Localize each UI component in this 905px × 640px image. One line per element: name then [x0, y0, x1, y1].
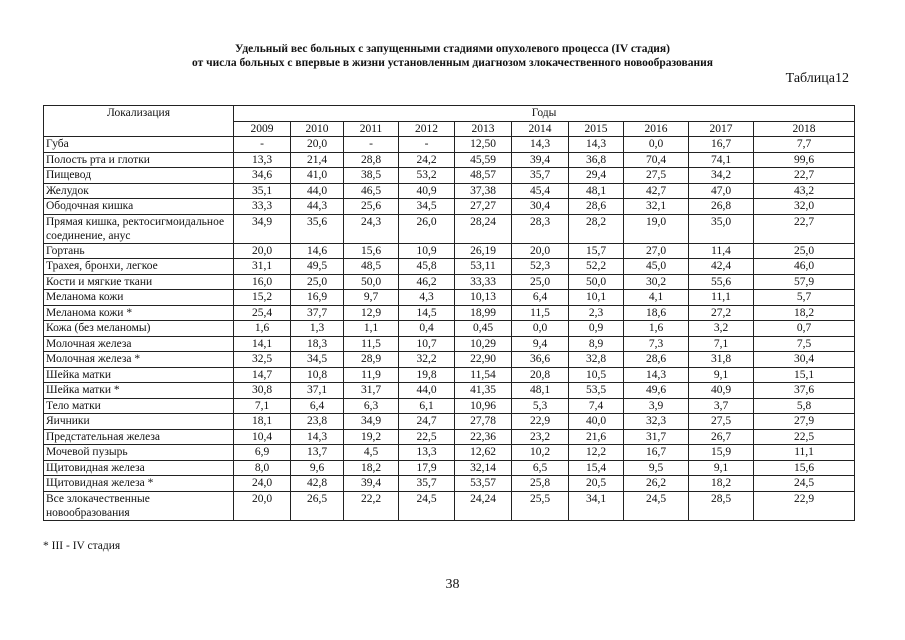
value-cell: 7,1 — [689, 336, 754, 352]
value-cell: 13,7 — [291, 445, 344, 461]
year-header: 2010 — [291, 121, 344, 137]
value-cell: 24,5 — [754, 476, 855, 492]
value-cell: 10,96 — [455, 398, 512, 414]
value-cell: 39,4 — [512, 152, 569, 168]
value-cell: 42,4 — [689, 259, 754, 275]
table-row — [44, 476, 855, 492]
localization-cell: Шейка матки — [44, 367, 234, 383]
value-cell: 14,1 — [234, 336, 291, 352]
value-cell: 32,1 — [624, 199, 689, 215]
value-cell: 25,8 — [512, 476, 569, 492]
table-row — [44, 367, 855, 383]
value-cell: 28,9 — [344, 352, 399, 368]
value-cell: 24,7 — [399, 414, 455, 430]
value-cell: 52,3 — [512, 259, 569, 275]
value-cell: 34,9 — [344, 414, 399, 430]
stage-iv-share-table — [43, 105, 855, 521]
value-cell: 28,3 — [512, 214, 569, 243]
value-cell: 24,3 — [344, 214, 399, 243]
table-row — [44, 199, 855, 215]
value-cell: 25,0 — [512, 274, 569, 290]
value-cell: 21,6 — [569, 429, 624, 445]
localization-cell: Меланома кожи — [44, 290, 234, 306]
table-row — [44, 168, 855, 184]
localization-cell: Трахея, бронхи, легкое — [44, 259, 234, 275]
value-cell: 28,6 — [624, 352, 689, 368]
value-cell: 30,4 — [754, 352, 855, 368]
value-cell: 25,5 — [512, 491, 569, 520]
value-cell: 35,7 — [399, 476, 455, 492]
table-row — [44, 243, 855, 259]
value-cell: 15,7 — [569, 243, 624, 259]
value-cell: 26,8 — [689, 199, 754, 215]
value-cell: 46,2 — [399, 274, 455, 290]
value-cell: 7,5 — [754, 336, 855, 352]
table-row — [44, 290, 855, 306]
value-cell: 34,5 — [399, 199, 455, 215]
value-cell: 10,13 — [455, 290, 512, 306]
value-cell: 7,1 — [234, 398, 291, 414]
value-cell: 11,1 — [754, 445, 855, 461]
value-cell: 7,7 — [754, 137, 855, 153]
header-years: Годы — [234, 106, 855, 122]
value-cell: 22,36 — [455, 429, 512, 445]
value-cell: 45,0 — [624, 259, 689, 275]
value-cell: 32,0 — [754, 199, 855, 215]
value-cell: 34,2 — [689, 168, 754, 184]
value-cell: 5,7 — [754, 290, 855, 306]
value-cell: 50,0 — [569, 274, 624, 290]
value-cell: 22,9 — [754, 491, 855, 520]
value-cell: 31,7 — [624, 429, 689, 445]
value-cell: 9,6 — [291, 460, 344, 476]
value-cell: 34,1 — [569, 491, 624, 520]
value-cell: 42,7 — [624, 183, 689, 199]
year-header: 2018 — [754, 121, 855, 137]
localization-cell: Полость рта и глотки — [44, 152, 234, 168]
value-cell: 14,3 — [569, 137, 624, 153]
value-cell: 34,5 — [291, 352, 344, 368]
table-row — [44, 445, 855, 461]
value-cell: 30,4 — [512, 199, 569, 215]
value-cell: 11,54 — [455, 367, 512, 383]
value-cell: 70,4 — [624, 152, 689, 168]
localization-cell: Молочная железа — [44, 336, 234, 352]
value-cell: 12,2 — [569, 445, 624, 461]
value-cell: 40,9 — [689, 383, 754, 399]
value-cell: 15,6 — [754, 460, 855, 476]
value-cell: 23,8 — [291, 414, 344, 430]
year-header: 2015 — [569, 121, 624, 137]
localization-cell: Гортань — [44, 243, 234, 259]
value-cell: 22,5 — [754, 429, 855, 445]
value-cell: - — [344, 137, 399, 153]
year-header: 2009 — [234, 121, 291, 137]
value-cell: 45,59 — [455, 152, 512, 168]
value-cell: 31,7 — [344, 383, 399, 399]
localization-cell: Шейка матки * — [44, 383, 234, 399]
localization-cell: Все злокачественные новообразования — [44, 491, 234, 520]
footnote: * III - IV стадия — [43, 540, 121, 552]
value-cell: 25,0 — [754, 243, 855, 259]
value-cell: 27,5 — [689, 414, 754, 430]
localization-cell: Тело матки — [44, 398, 234, 414]
table-row — [44, 259, 855, 275]
table-row — [44, 183, 855, 199]
value-cell: 24,0 — [234, 476, 291, 492]
value-cell: 26,2 — [624, 476, 689, 492]
value-cell: 33,3 — [234, 199, 291, 215]
value-cell: 37,6 — [754, 383, 855, 399]
value-cell: 18,2 — [689, 476, 754, 492]
value-cell: 10,2 — [512, 445, 569, 461]
value-cell: - — [234, 137, 291, 153]
value-cell: 14,3 — [512, 137, 569, 153]
value-cell: 29,4 — [569, 168, 624, 184]
value-cell: 57,9 — [754, 274, 855, 290]
value-cell: 41,0 — [291, 168, 344, 184]
value-cell: 30,2 — [624, 274, 689, 290]
value-cell: 13,3 — [234, 152, 291, 168]
value-cell: 16,0 — [234, 274, 291, 290]
value-cell: 44,0 — [291, 183, 344, 199]
value-cell: 45,8 — [399, 259, 455, 275]
localization-cell: Губа — [44, 137, 234, 153]
table-body — [44, 137, 855, 521]
value-cell: 11,1 — [689, 290, 754, 306]
value-cell: 15,1 — [754, 367, 855, 383]
value-cell: 28,24 — [455, 214, 512, 243]
table-row — [44, 137, 855, 153]
value-cell: 24,2 — [399, 152, 455, 168]
value-cell: 11,9 — [344, 367, 399, 383]
value-cell: 2,3 — [569, 305, 624, 321]
localization-cell: Мочевой пузырь — [44, 445, 234, 461]
value-cell: 20,0 — [512, 243, 569, 259]
localization-cell: Щитовидная железа * — [44, 476, 234, 492]
header-localization: Локализация — [44, 106, 234, 137]
value-cell: 48,1 — [512, 383, 569, 399]
value-cell: 9,4 — [512, 336, 569, 352]
value-cell: 1,6 — [624, 321, 689, 337]
localization-cell: Яичники — [44, 414, 234, 430]
value-cell: 32,14 — [455, 460, 512, 476]
value-cell: 26,19 — [455, 243, 512, 259]
value-cell: 26,0 — [399, 214, 455, 243]
value-cell: 20,0 — [234, 243, 291, 259]
value-cell: 0,45 — [455, 321, 512, 337]
year-header: 2012 — [399, 121, 455, 137]
localization-cell: Молочная железа * — [44, 352, 234, 368]
value-cell: 10,29 — [455, 336, 512, 352]
value-cell: 0,0 — [512, 321, 569, 337]
value-cell: 25,4 — [234, 305, 291, 321]
value-cell: 49,5 — [291, 259, 344, 275]
value-cell: 74,1 — [689, 152, 754, 168]
value-cell: 48,1 — [569, 183, 624, 199]
value-cell: 33,33 — [455, 274, 512, 290]
value-cell: 0,7 — [754, 321, 855, 337]
value-cell: 4,1 — [624, 290, 689, 306]
value-cell: 14,3 — [624, 367, 689, 383]
year-header: 2011 — [344, 121, 399, 137]
value-cell: 35,1 — [234, 183, 291, 199]
value-cell: 31,1 — [234, 259, 291, 275]
value-cell: 10,8 — [291, 367, 344, 383]
value-cell: 34,9 — [234, 214, 291, 243]
value-cell: 55,6 — [689, 274, 754, 290]
value-cell: 27,9 — [754, 414, 855, 430]
value-cell: 46,0 — [754, 259, 855, 275]
page-number: 38 — [445, 577, 460, 592]
value-cell: 26,7 — [689, 429, 754, 445]
value-cell: 15,9 — [689, 445, 754, 461]
value-cell: 40,0 — [569, 414, 624, 430]
value-cell: 27,78 — [455, 414, 512, 430]
value-cell: 27,2 — [689, 305, 754, 321]
value-cell: 53,57 — [455, 476, 512, 492]
value-cell: 22,7 — [754, 168, 855, 184]
table-row — [44, 398, 855, 414]
value-cell: 11,5 — [512, 305, 569, 321]
value-cell: 27,27 — [455, 199, 512, 215]
table-row — [44, 274, 855, 290]
value-cell: 4,5 — [344, 445, 399, 461]
value-cell: 18,1 — [234, 414, 291, 430]
value-cell: 24,5 — [624, 491, 689, 520]
value-cell: 32,5 — [234, 352, 291, 368]
value-cell: 27,5 — [624, 168, 689, 184]
value-cell: 37,1 — [291, 383, 344, 399]
value-cell: 43,2 — [754, 183, 855, 199]
table-row — [44, 383, 855, 399]
value-cell: 10,5 — [569, 367, 624, 383]
year-header: 2016 — [624, 121, 689, 137]
value-cell: 9,1 — [689, 460, 754, 476]
value-cell: 7,3 — [624, 336, 689, 352]
value-cell: 17,9 — [399, 460, 455, 476]
value-cell: 28,6 — [569, 199, 624, 215]
value-cell: 24,5 — [399, 491, 455, 520]
value-cell: 50,0 — [344, 274, 399, 290]
value-cell: 22,90 — [455, 352, 512, 368]
table-number-label: Таблица12 — [785, 71, 849, 86]
value-cell: 35,6 — [291, 214, 344, 243]
value-cell: 53,2 — [399, 168, 455, 184]
value-cell: 14,6 — [291, 243, 344, 259]
value-cell: 47,0 — [689, 183, 754, 199]
value-cell: 18,6 — [624, 305, 689, 321]
value-cell: 22,5 — [399, 429, 455, 445]
value-cell: 16,7 — [689, 137, 754, 153]
value-cell: 53,11 — [455, 259, 512, 275]
localization-cell: Кожа (без меланомы) — [44, 321, 234, 337]
value-cell: 49,6 — [624, 383, 689, 399]
value-cell: 18,99 — [455, 305, 512, 321]
value-cell: 5,3 — [512, 398, 569, 414]
value-cell: 16,7 — [624, 445, 689, 461]
value-cell: 22,2 — [344, 491, 399, 520]
value-cell: 18,2 — [754, 305, 855, 321]
value-cell: 28,5 — [689, 491, 754, 520]
value-cell: 11,5 — [344, 336, 399, 352]
value-cell: 6,9 — [234, 445, 291, 461]
value-cell: 0,0 — [624, 137, 689, 153]
value-cell: 19,2 — [344, 429, 399, 445]
value-cell: 0,4 — [399, 321, 455, 337]
value-cell: 30,8 — [234, 383, 291, 399]
value-cell: 23,2 — [512, 429, 569, 445]
table-title-line-2: от числа больных с впервые в жизни установленным диагнозом злокачественного новообразования — [192, 57, 713, 69]
value-cell: 41,35 — [455, 383, 512, 399]
value-cell: 9,1 — [689, 367, 754, 383]
value-cell: 14,3 — [291, 429, 344, 445]
value-cell: 12,50 — [455, 137, 512, 153]
value-cell: 38,5 — [344, 168, 399, 184]
value-cell: 6,3 — [344, 398, 399, 414]
value-cell: 10,1 — [569, 290, 624, 306]
year-header: 2014 — [512, 121, 569, 137]
value-cell: 31,8 — [689, 352, 754, 368]
value-cell: 37,7 — [291, 305, 344, 321]
value-cell: 19,0 — [624, 214, 689, 243]
value-cell: 9,7 — [344, 290, 399, 306]
value-cell: 25,6 — [344, 199, 399, 215]
value-cell: 19,8 — [399, 367, 455, 383]
year-header: 2017 — [689, 121, 754, 137]
value-cell: 7,4 — [569, 398, 624, 414]
value-cell: 12,62 — [455, 445, 512, 461]
value-cell: 3,7 — [689, 398, 754, 414]
table-row — [44, 460, 855, 476]
value-cell: 14,7 — [234, 367, 291, 383]
value-cell: 52,2 — [569, 259, 624, 275]
value-cell: 36,6 — [512, 352, 569, 368]
value-cell: 16,9 — [291, 290, 344, 306]
value-cell: 0,9 — [569, 321, 624, 337]
table-row — [44, 152, 855, 168]
table-row — [44, 321, 855, 337]
value-cell: 45,4 — [512, 183, 569, 199]
value-cell: 28,2 — [569, 214, 624, 243]
value-cell: 22,9 — [512, 414, 569, 430]
value-cell: 10,9 — [399, 243, 455, 259]
value-cell: 42,8 — [291, 476, 344, 492]
value-cell: 40,9 — [399, 183, 455, 199]
localization-cell: Меланома кожи * — [44, 305, 234, 321]
value-cell: 10,7 — [399, 336, 455, 352]
value-cell: 32,2 — [399, 352, 455, 368]
value-cell: 6,5 — [512, 460, 569, 476]
value-cell: 28,8 — [344, 152, 399, 168]
table-row — [44, 429, 855, 445]
value-cell: 21,4 — [291, 152, 344, 168]
value-cell: 6,4 — [512, 290, 569, 306]
value-cell: 27,0 — [624, 243, 689, 259]
value-cell: 15,6 — [344, 243, 399, 259]
localization-cell: Ободочная кишка — [44, 199, 234, 215]
value-cell: 39,4 — [344, 476, 399, 492]
value-cell: 12,9 — [344, 305, 399, 321]
value-cell: 35,7 — [512, 168, 569, 184]
value-cell: 48,5 — [344, 259, 399, 275]
table-row — [44, 336, 855, 352]
value-cell: 5,8 — [754, 398, 855, 414]
table-row — [44, 414, 855, 430]
value-cell: 20,5 — [569, 476, 624, 492]
value-cell: 6,1 — [399, 398, 455, 414]
localization-cell: Кости и мягкие ткани — [44, 274, 234, 290]
value-cell: 35,0 — [689, 214, 754, 243]
table-row — [44, 305, 855, 321]
value-cell: 34,6 — [234, 168, 291, 184]
localization-cell: Предстательная железа — [44, 429, 234, 445]
value-cell: 9,5 — [624, 460, 689, 476]
localization-cell: Желудок — [44, 183, 234, 199]
value-cell: 13,3 — [399, 445, 455, 461]
value-cell: 6,4 — [291, 398, 344, 414]
value-cell: 44,0 — [399, 383, 455, 399]
value-cell: 15,2 — [234, 290, 291, 306]
value-cell: 4,3 — [399, 290, 455, 306]
value-cell: 37,38 — [455, 183, 512, 199]
value-cell: 11,4 — [689, 243, 754, 259]
value-cell: 20,0 — [234, 491, 291, 520]
value-cell: 25,0 — [291, 274, 344, 290]
value-cell: 3,2 — [689, 321, 754, 337]
value-cell: 24,24 — [455, 491, 512, 520]
table-row — [44, 491, 855, 520]
value-cell: 32,3 — [624, 414, 689, 430]
value-cell: 53,5 — [569, 383, 624, 399]
value-cell: 46,5 — [344, 183, 399, 199]
table-title-line-1: Удельный вес больных с запущенными стадиями опухолевого процесса (IV стадия) — [235, 43, 670, 55]
value-cell: 1,1 — [344, 321, 399, 337]
localization-cell: Пищевод — [44, 168, 234, 184]
value-cell: 48,57 — [455, 168, 512, 184]
localization-cell: Щитовидная железа — [44, 460, 234, 476]
value-cell: 20,0 — [291, 137, 344, 153]
value-cell: 3,9 — [624, 398, 689, 414]
year-header: 2013 — [455, 121, 512, 137]
value-cell: 15,4 — [569, 460, 624, 476]
value-cell: 18,2 — [344, 460, 399, 476]
value-cell: 22,7 — [754, 214, 855, 243]
value-cell: 1,6 — [234, 321, 291, 337]
value-cell: 1,3 — [291, 321, 344, 337]
value-cell: 14,5 — [399, 305, 455, 321]
value-cell: 10,4 — [234, 429, 291, 445]
table-row — [44, 352, 855, 368]
value-cell: 26,5 — [291, 491, 344, 520]
value-cell: 36,8 — [569, 152, 624, 168]
value-cell: 44,3 — [291, 199, 344, 215]
value-cell: 99,6 — [754, 152, 855, 168]
value-cell: 32,8 — [569, 352, 624, 368]
value-cell: 18,3 — [291, 336, 344, 352]
value-cell: 8,0 — [234, 460, 291, 476]
value-cell: 8,9 — [569, 336, 624, 352]
localization-cell: Прямая кишка, ректосигмоидальное соединение, анус — [44, 214, 234, 243]
value-cell: - — [399, 137, 455, 153]
table-row — [44, 214, 855, 243]
value-cell: 20,8 — [512, 367, 569, 383]
